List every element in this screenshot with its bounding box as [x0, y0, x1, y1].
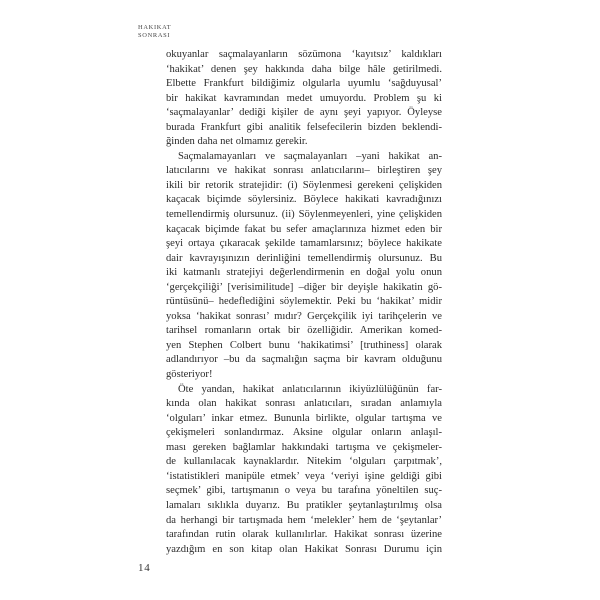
body-text [166, 48, 442, 557]
running-head-line-2: SONRASI [138, 32, 171, 39]
text-line: temellendirmiş olursunuz. (ii) Söylenmeyenleri, yine çelişkiden [166, 209, 442, 221]
text-line: kında olan hakikat sonrası anlatıcıları, sıradan anlamıyla [166, 398, 442, 410]
text-line: Saçmalamayanları ve saçmalayanları –yani hakikat an- [178, 150, 442, 162]
text-line: ikili bir retorik stratejidir: (i) Söylenmesi gerekeni çelişkiden [166, 179, 442, 191]
text-line: kaçacak biçimde fakat bu sefer amaçlarınıza hizmet eden bir [166, 223, 442, 235]
text-line: seçmek’ gibi, tartışmanın o veya bu tarafına yöneltilen suç- [166, 485, 442, 497]
text-line: dair kavrayışınızın derinliğini temellendirmiş olursunuz. Bu [166, 252, 442, 264]
text-line: bir hakikat kavramından medet umuyordu. Problem şu ki [166, 92, 442, 104]
text-line: burada Frankfurt gibi analitik felsefecilerin bizden beklendi- [166, 121, 442, 133]
text-line: ‘gerçekçiliği’ [verisimilitude] –diğer bir deyişle hakikatin gö- [166, 281, 442, 293]
text-line: adlandırıyor –bu da saçmalığın saçma bir kavram olduğunu [166, 354, 442, 366]
text-line: ‘istatistikleri manipüle etmek’ veya ‘veriyi işine geldiği gibi [166, 470, 442, 482]
page-number: 14 [138, 562, 151, 574]
text-line: ‘saçmalayanlar’ dediği kişiler de aynı şeyi yapıyor. Öyleyse [166, 107, 442, 119]
text-line: lamaları sıklıkla duyarız. Bu pratikler şeytanlaştırılmış olsa [166, 499, 442, 511]
text-line: tarihsel romanların ortak bir özelliğidir. Amerikan komed- [166, 325, 442, 337]
text-line: ‘hakikat’ denen şey hakkında daha bilge hâle getirilmedi. [166, 63, 442, 75]
text-line: Elbette Frankfurt bildiğimiz olgularla uyumlu ‘sağduyusal’ [166, 78, 442, 90]
text-line: okuyanlar saçmalayanların sözümona ‘kayıtsız’ kaldıkları [166, 49, 442, 60]
text-line: iki katmanlı stratejiyi değerlendirmenin en doğal yolu onun [166, 267, 442, 279]
text-line: yoksa ‘hakikat sonrası’ mıdır? Gerçekçilik iyi tarihçelerin ve [166, 310, 442, 322]
text-line: ‘olguları’ inkar etmez. Bununla birlikte, olgular tartışma ve [166, 412, 442, 424]
text-line: yen Stephen Colbert bunu ‘hakikatimsi’ [truthiness] olarak [166, 339, 442, 351]
text-line: da herhangi bir tartışmada hem ‘melekler’ hem de ‘şeytanlar’ [166, 514, 442, 526]
running-head [138, 24, 171, 40]
text-line: ması gereken bağlamlar hakkındaki tartışma ve çekişmeler- [166, 441, 442, 453]
text-line: şeyi ortaya çıkaracak şekilde tamamlarsınız; böylece hakikate [166, 238, 442, 250]
text-line: yazdığım en son kitap olan Hakikat Sonrası Durumu için [166, 543, 442, 555]
text-line: Öte yandan, hakikat anlatıcılarının ikiyüzlülüğünün far- [178, 383, 442, 395]
running-head-line-1: HAKIKAT [138, 24, 172, 31]
text-line: tarafından rutin olarak kullanılırlar. Hakikat sonrası üzerine [166, 529, 442, 541]
text-line: de kullanılacak kaynaklardır. Nitekim ‘olguları çarpıtmak’, [166, 456, 442, 468]
text-line: ğinden daha net olmamız gerekir. [166, 136, 308, 148]
text-line: çekişmeleri sonlandırmaz. Aksine olgular onların anlaşıl- [166, 427, 442, 439]
text-line: gösteriyor! [166, 369, 213, 381]
text-line: latıcılarını ve hakikat sonrası anlatıcılarını– birleştiren şey [166, 165, 442, 177]
text-line: rüntüsünü– hedeflediğini söylemektir. Peki bu ‘hakikat’ midir [166, 296, 442, 308]
text-line: kaçacak biçimde söylersiniz. Böylece hakikati kavradığınızı [166, 194, 442, 206]
